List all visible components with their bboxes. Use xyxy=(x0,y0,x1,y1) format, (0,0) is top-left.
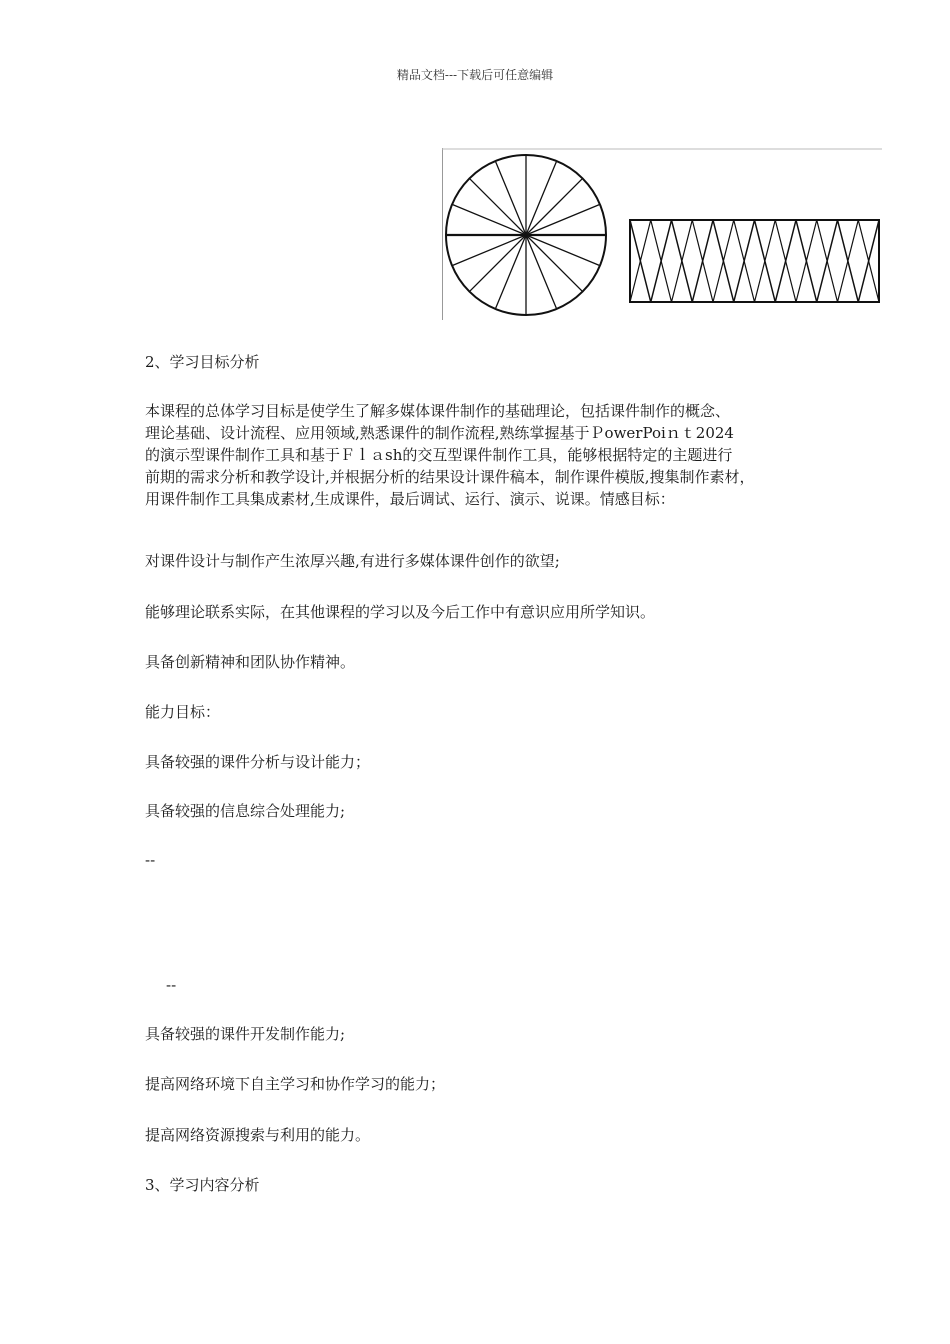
paragraph: 具备较强的课件开发制作能力; xyxy=(145,1025,346,1043)
separator: -- xyxy=(166,976,177,994)
intro-line: 用课件制作工具集成素材,生成课件，最后调试、运行、演示、说课。情感目标： xyxy=(145,490,675,508)
paragraph: 对课件设计与制作产生浓厚兴趣,有进行多媒体课件创作的欲望; xyxy=(145,552,560,570)
paragraph: 提高网络资源搜索与利用的能力。 xyxy=(145,1126,371,1144)
paragraph: 能够理论联系实际，在其他课程的学习以及今后工作中有意识应用所学知识。 xyxy=(145,603,656,621)
circle-sectors xyxy=(446,155,606,315)
page-header: 精品文档---下载后可任意编辑 xyxy=(396,68,554,82)
geometry-illustration xyxy=(442,148,882,320)
zigzag-frame xyxy=(630,220,879,302)
circle-radius xyxy=(526,235,583,292)
zigzag-line xyxy=(630,220,879,302)
figure-image xyxy=(442,148,882,320)
paragraph: 具备较强的课件分析与设计能力； xyxy=(145,753,371,771)
section-heading-2: 2、学习目标分析 xyxy=(145,353,260,371)
separator: -- xyxy=(145,851,156,869)
intro-line: 前期的需求分析和教学设计,并根据分析的结果设计课件稿本，制作课件模版,搜集制作素材， xyxy=(145,468,755,486)
intro-paragraph xyxy=(145,400,825,510)
zigzag-line xyxy=(630,220,879,302)
paragraph: 提高网络环境下自主学习和协作学习的能力； xyxy=(145,1075,446,1093)
section-heading-3: 3、学习内容分析 xyxy=(145,1176,260,1194)
circle-radius xyxy=(469,178,526,235)
intro-line: 本课程的总体学习目标是使学生了解多媒体课件制作的基础理论，包括课件制作的概念、 xyxy=(145,402,731,420)
circle-radius xyxy=(469,235,526,292)
paragraph: 具备较强的信息综合处理能力; xyxy=(145,802,346,820)
circle-radius xyxy=(526,178,583,235)
zigzag-strip xyxy=(630,220,879,302)
paragraph: 能力目标： xyxy=(145,703,221,721)
paragraph: 具备创新精神和团队协作精神。 xyxy=(145,653,356,671)
intro-line: 的演示型课件制作工具和基于Ｆｌａsh的交互型课件制作工具，能够根据特定的主题进行 xyxy=(145,446,733,464)
intro-line: 理论基础、设计流程、应用领域,熟悉课件的制作流程,熟练掌握基于ＰowerPoiｎｔ2024 xyxy=(145,424,734,442)
